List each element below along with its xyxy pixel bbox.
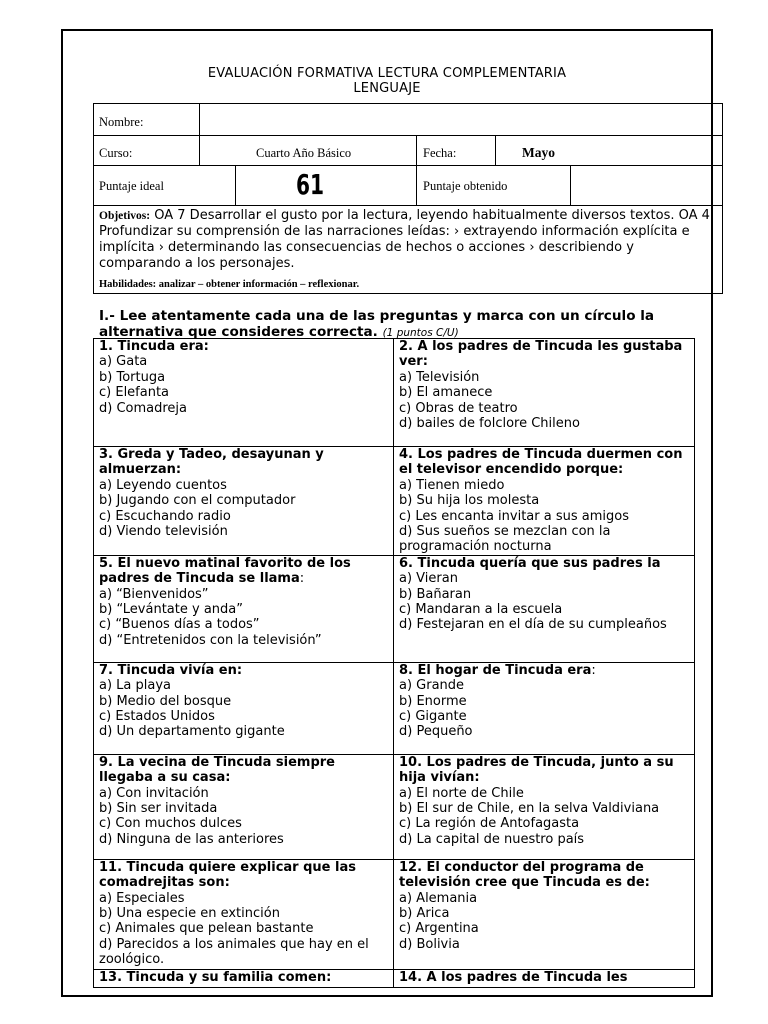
answer-option[interactable]: a) “Bienvenidos” [99,586,209,602]
puntaje-obtenido-field[interactable] [576,170,716,200]
answer-option[interactable]: c) Obras de teatro [399,400,518,416]
answer-option[interactable]: a) Con invitación [99,785,209,801]
grid-line [235,165,236,206]
question-cell [94,555,394,662]
answer-option[interactable]: c) Argentina [399,921,479,937]
curso-value: Cuarto Año Básico [256,146,352,160]
nombre-field[interactable] [207,108,717,132]
question-cell [94,447,394,556]
instruction-text: I.- Lee atentamente cada una de las preguntas y marca con un círculo la alternativa que consideres correcta. [99,308,655,340]
answer-option[interactable]: d) Sus sueños se mezclan con la programación nocturna [399,524,611,555]
grid-line [495,135,496,166]
question-cell [394,339,695,447]
answer-option[interactable]: c) Mandaran a la escuela [399,602,563,618]
objectives-label: Objetivos: [99,210,151,222]
answer-option[interactable]: c) Gigante [399,709,467,725]
grid-line [722,103,723,294]
puntaje-ideal-label: Puntaje ideal [99,179,164,193]
answer-option[interactable]: a) Gata [99,354,148,370]
question-cell [394,447,695,556]
grid-line [93,293,723,294]
answer-option[interactable]: c) Escuchando radio [99,508,231,524]
grid-line [416,135,417,206]
document-subtitle: LENGUAJE [353,81,421,96]
question-cell [394,754,695,859]
question-text-tail: : [299,571,305,587]
answer-option[interactable]: a) Alemania [399,890,478,906]
question-text: 3. Greda y Tadeo, desayunan y almuerzan: [99,447,324,478]
document-title: EVALUACIÓN FORMATIVA LECTURA COMPLEMENTARIA [207,66,567,81]
grid-line [93,165,723,166]
answer-option[interactable]: d) Bolivia [399,936,460,952]
grid-line [93,103,94,294]
answer-option[interactable]: a) Grande [399,678,465,694]
answer-option[interactable]: d) bailes de folclore Chileno [399,416,580,432]
question-text: 9. La vecina de Tincuda siempre llegaba a su casa: [99,754,335,786]
answer-option[interactable]: d) Comadreja [99,400,188,416]
question-text: 2. A los padres de Tincuda les gustaba ver: [399,339,683,370]
answer-option[interactable]: b) El sur de Chile, en la selva Valdiviana [399,801,660,817]
answer-option[interactable]: d) Viendo televisión [99,524,228,540]
answer-option[interactable]: b) Sin ser invitada [99,801,218,817]
question-text-tail: : [591,662,596,678]
question-text: 12. El conductor del programa de televisión cree que Tincuda es de: [399,859,650,891]
question-text: 7. Tincuda vivía en: [99,662,243,678]
question-text: 11. Tincuda quiere explicar que las comadrejitas son: [99,859,356,891]
answer-option[interactable]: b) Enorme [399,693,467,709]
question-text: 8. El hogar de Tincuda era [399,662,592,678]
answer-option[interactable]: a) La playa [99,678,172,694]
grid-line [93,135,723,136]
question-cell [94,969,394,987]
answer-option[interactable]: d) Parecidos a los animales que hay en el zoológico. [99,936,369,968]
answer-option[interactable]: a) Vieran [399,571,458,587]
answer-option[interactable]: a) Tienen miedo [399,477,505,493]
answer-option[interactable]: c) Les encanta invitar a sus amigos [399,508,629,524]
question-cell [94,754,394,859]
answer-option[interactable]: b) Arica [399,906,450,922]
questions-table [93,338,695,988]
answer-option[interactable]: d) Ninguna de las anteriores [99,831,284,847]
answer-option[interactable]: c) La región de Antofagasta [399,816,580,832]
answer-option[interactable]: c) Estados Unidos [99,709,215,725]
answer-option[interactable]: b) “Levántate y anda” [99,602,243,618]
question-cell [94,662,394,754]
answer-option[interactable]: a) Leyendo cuentos [99,477,227,493]
puntaje-ideal-value: 61 [296,168,325,201]
question-text: 6. Tincuda quería que sus padres la [399,555,661,571]
question-text: 14. A los padres de Tincuda les [399,969,628,985]
question-text: 10. Los padres de Tincuda, junto a su hija vivían: [399,754,674,786]
question-cell [394,555,695,662]
answer-option[interactable]: b) Su hija los molesta [399,493,540,509]
question-text: 5. El nuevo matinal favorito de los padres de Tincuda se llama [99,555,351,587]
grid-line [93,205,723,206]
objectives-text: OA 7 Desarrollar el gusto por la lectura, leyendo habitualmente diversos textos. OA 4 Profundizar su comprensión de las narraciones leídas: › extrayendo información explícita e implícita › determinando las consecuencias de hechos o acciones › describiendo y comparando a los personajes. [99,208,710,271]
answer-option[interactable]: a) Televisión [399,369,480,385]
answer-option[interactable]: a) El norte de Chile [399,785,524,801]
curso-label: Curso: [99,146,133,160]
fecha-value: Mayo [522,145,555,160]
fecha-label: Fecha: [423,146,457,160]
answer-option[interactable]: c) “Buenos días a todos” [99,617,260,633]
question-cell [94,339,394,447]
answer-option[interactable]: b) Tortuga [99,369,166,385]
skills-text: Habilidades: analizar – obtener información – reflexionar. [99,279,360,290]
answer-option[interactable]: c) Animales que pelean bastante [99,921,314,937]
question-cell [394,859,695,969]
answer-option[interactable]: a) Especiales [99,890,185,906]
question-cell [394,662,695,754]
puntaje-obtenido-label: Puntaje obtenido [423,179,508,193]
answer-option[interactable]: d) “Entretenidos con la televisión” [99,632,322,648]
answer-option[interactable]: b) Jugando con el computador [99,493,296,509]
answer-option[interactable]: b) El amanece [399,385,493,401]
question-text: 4. Los padres de Tincuda duermen con el televisor encendido porque: [399,447,683,478]
answer-option[interactable]: c) Elefanta [99,385,170,401]
objectives [99,208,717,272]
instruction [99,308,699,341]
answer-option[interactable]: b) Medio del bosque [99,693,232,709]
answer-option[interactable]: d) La capital de nuestro país [399,831,585,847]
question-text: 13. Tincuda y su familia comen: [99,969,332,985]
question-cell [394,969,695,987]
question-text: 1. Tincuda era: [99,339,209,354]
answer-option[interactable]: d) Festejaran en el día de su cumpleaños [399,617,667,633]
answer-option[interactable]: c) Con muchos dulces [99,816,242,832]
nombre-label: Nombre: [99,115,144,129]
answer-option[interactable]: d) Pequeño [399,724,473,740]
grid-line [570,165,571,206]
grid-line [93,103,723,104]
answer-option[interactable]: d) Un departamento gigante [99,724,285,740]
answer-option[interactable]: b) Bañaran [399,586,472,602]
answer-option[interactable]: b) Una especie en extinción [99,906,280,922]
question-cell [94,859,394,969]
grid-line [199,103,200,166]
instruction-points: (1 puntos C/U) [382,327,459,339]
